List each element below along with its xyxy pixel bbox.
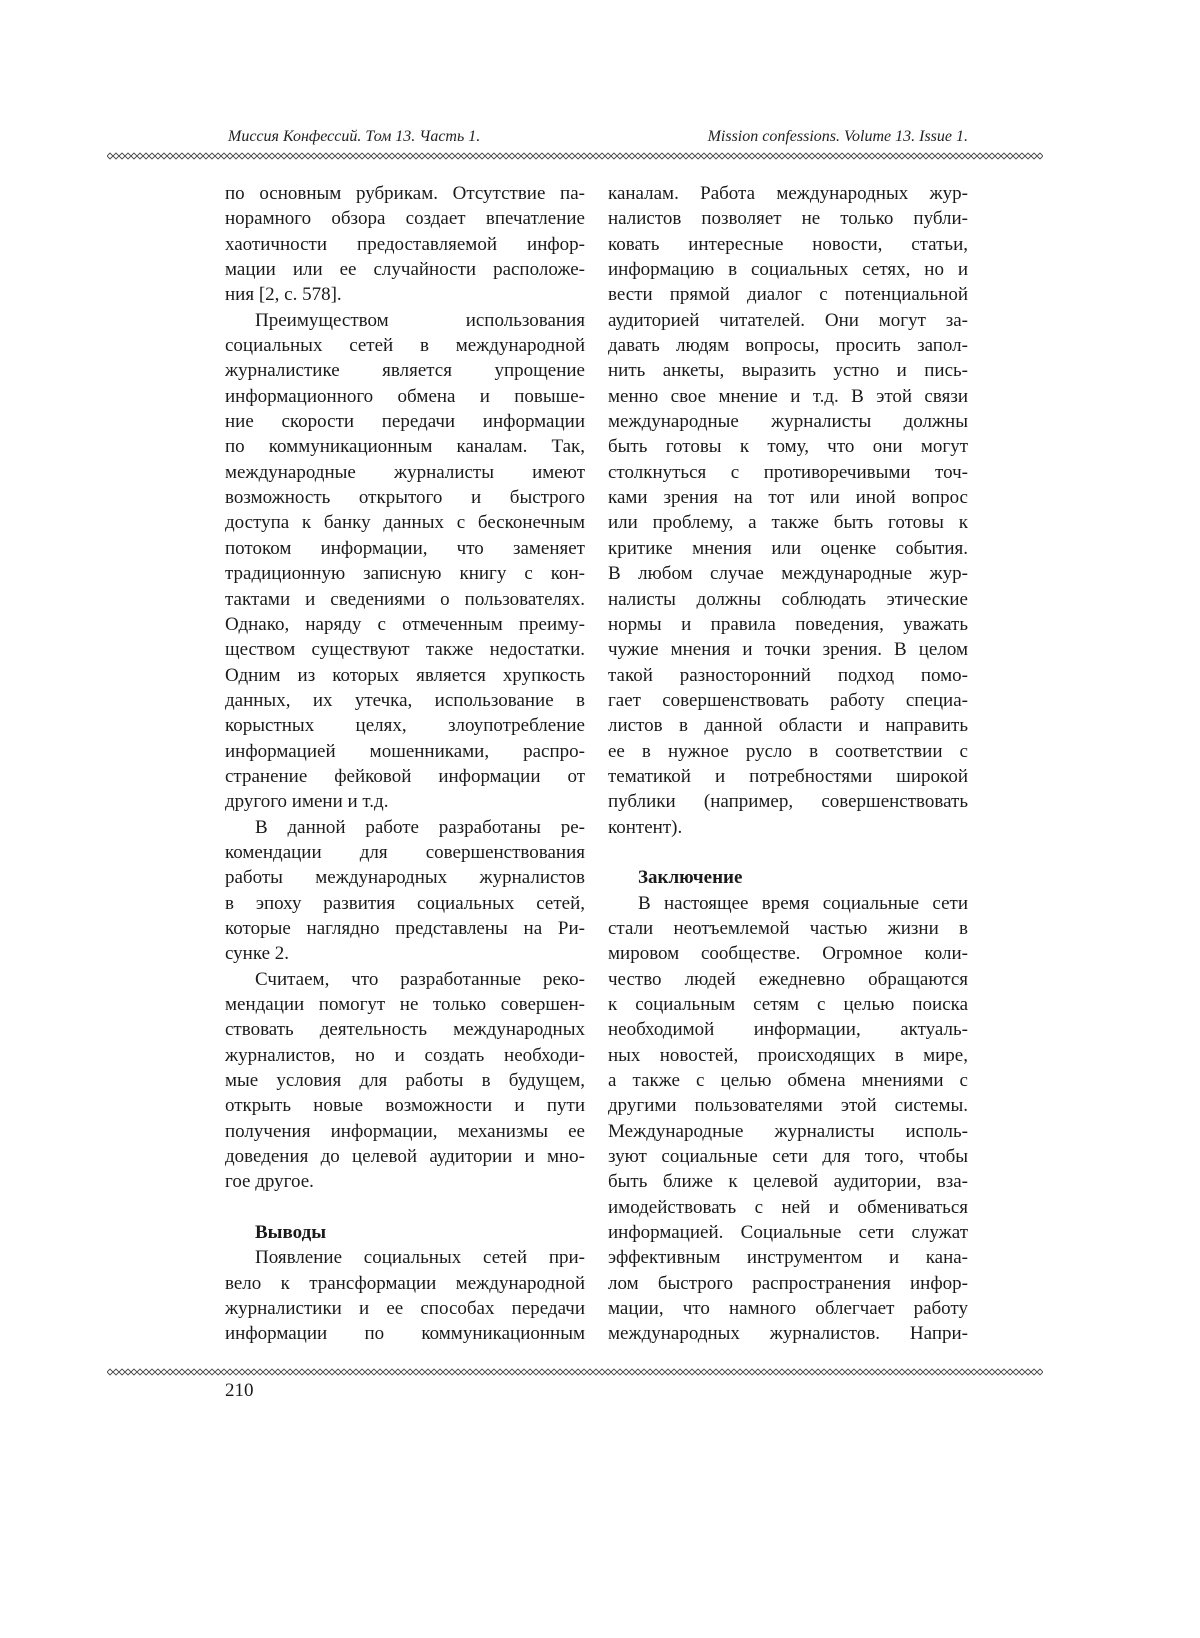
text-line: работы международных журналистов — [225, 865, 585, 890]
text-line: ных новостей, происходящих в мире, — [608, 1043, 968, 1068]
text-line: листов в данной области и направить — [608, 713, 968, 738]
text-line: Появление социальных сетей при- — [225, 1245, 585, 1270]
running-header-left: Миссия Конфессий. Том 13. Часть 1. — [228, 128, 480, 146]
text-line: традиционную записную книгу с кон- — [225, 561, 585, 586]
ornament-divider-bottom — [107, 1368, 1043, 1376]
paragraph — [225, 967, 585, 1195]
text-line: международных журналистов. Напри- — [608, 1321, 968, 1346]
text-line: В любом случае международные жур- — [608, 561, 968, 586]
text-line: ществом существуют также недостатки. — [225, 637, 585, 662]
text-line: получения информации, механизмы ее — [225, 1119, 585, 1144]
text-line: такой разносторонний подход помо- — [608, 663, 968, 688]
text-line: норамного обзора создает впечатление — [225, 206, 585, 231]
text-line: которые наглядно представлены на Ри- — [225, 916, 585, 941]
text-line: по основным рубрикам. Отсутствие па- — [225, 181, 585, 206]
text-line: информацию в социальных сетях, но и — [608, 257, 968, 282]
text-line: информации по коммуникационным — [225, 1321, 585, 1346]
text-line: гает совершенствовать работу специа- — [608, 688, 968, 713]
text-line: информацией мошенниками, распро- — [225, 739, 585, 764]
text-line: аудиторией читателей. Они могут за- — [608, 308, 968, 333]
text-line: тактами и сведениями о пользователях. — [225, 587, 585, 612]
text-line: вело к трансформации международной — [225, 1271, 585, 1296]
page-number: 210 — [225, 1380, 254, 1402]
text-line: а также с целью обмена мнениями с — [608, 1068, 968, 1093]
text-line: Одним из которых является хрупкость — [225, 663, 585, 688]
running-header-right: Mission confessions. Volume 13. Issue 1. — [708, 128, 968, 146]
text-line: Однако, наряду с отмеченным преиму- — [225, 612, 585, 637]
text-line: к социальным сетям с целью поиска — [608, 992, 968, 1017]
text-line: эффективным инструментом и кана- — [608, 1245, 968, 1270]
text-line: международные журналисты должны — [608, 409, 968, 434]
text-line: налистов позволяет не только публи- — [608, 206, 968, 231]
text-line: ния [2, с. 578]. — [225, 282, 585, 307]
text-line: социальных сетей в международной — [225, 333, 585, 358]
section-heading: Выводы — [225, 1220, 585, 1245]
text-line: налисты должны соблюдать этические — [608, 587, 968, 612]
text-line: нить анкеты, выразить устно и пись- — [608, 358, 968, 383]
paragraph — [608, 181, 968, 840]
text-line: сунке 2. — [225, 941, 585, 966]
text-line: журналистике является упрощение — [225, 358, 585, 383]
text-line: журналистов, но и создать необходи- — [225, 1043, 585, 1068]
text-line: международные журналисты имеют — [225, 460, 585, 485]
text-line: мации или ее случайности расположе- — [225, 257, 585, 282]
text-line: ками зрения на тот или иной вопрос — [608, 485, 968, 510]
text-line: имодействовать с ней и обмениваться — [608, 1195, 968, 1220]
text-line: столкнуться с противоречивыми точ- — [608, 460, 968, 485]
text-line: публики (например, совершенствовать — [608, 789, 968, 814]
text-line: гое другое. — [225, 1169, 585, 1194]
text-line: или проблему, а также быть готовы к — [608, 510, 968, 535]
paragraph — [225, 181, 585, 308]
text-line: менно свое мнение и т.д. В этой связи — [608, 384, 968, 409]
text-line: лом быстрого распространения инфор- — [608, 1271, 968, 1296]
text-line: вести прямой диалог с потенциальной — [608, 282, 968, 307]
text-line: Считаем, что разработанные реко- — [225, 967, 585, 992]
text-line: хаотичности предоставляемой инфор- — [225, 232, 585, 257]
text-line: информацией. Социальные сети служат — [608, 1220, 968, 1245]
text-column-left — [225, 181, 585, 1347]
text-line: возможность открытого и быстрого — [225, 485, 585, 510]
text-line: доведения до целевой аудитории и мно- — [225, 1144, 585, 1169]
text-line: В настоящее время социальные сети — [608, 891, 968, 916]
text-line: Преимуществом использования — [225, 308, 585, 333]
text-line: критике мнения или оценке события. — [608, 536, 968, 561]
text-line: Международные журналисты исполь- — [608, 1119, 968, 1144]
text-line: контент). — [608, 815, 968, 840]
text-line: ее в нужное русло в соответствии с — [608, 739, 968, 764]
text-line: тематикой и потребностями широкой — [608, 764, 968, 789]
text-line: быть ближе к целевой аудитории, вза- — [608, 1169, 968, 1194]
text-line: странение фейковой информации от — [225, 764, 585, 789]
text-line: ковать интересные новости, статьи, — [608, 232, 968, 257]
text-line: нормы и правила поведения, уважать — [608, 612, 968, 637]
blank-line — [608, 840, 968, 865]
text-line: потоком информации, что заменяет — [225, 536, 585, 561]
text-line: журналистики и ее способах передачи — [225, 1296, 585, 1321]
paragraph — [225, 815, 585, 967]
text-line: в эпоху развития социальных сетей, — [225, 891, 585, 916]
text-line: мировом сообществе. Огромное коли- — [608, 941, 968, 966]
ornament-divider-top — [107, 152, 1043, 160]
text-line: открыть новые возможности и пути — [225, 1093, 585, 1118]
text-line: комендации для совершенствования — [225, 840, 585, 865]
text-line: по коммуникационным каналам. Так, — [225, 434, 585, 459]
text-line: другого имени и т.д. — [225, 789, 585, 814]
text-line: стали неотъемлемой частью жизни в — [608, 916, 968, 941]
text-line: каналам. Работа международных жур- — [608, 181, 968, 206]
text-line: быть готовы к тому, что они могут — [608, 434, 968, 459]
text-line: мые условия для работы в будущем, — [225, 1068, 585, 1093]
paragraph — [608, 891, 968, 1347]
text-line: мации, что намного облегчает работу — [608, 1296, 968, 1321]
text-line: зуют социальные сети для того, чтобы — [608, 1144, 968, 1169]
text-line: чество людей ежедневно обращаются — [608, 967, 968, 992]
text-column-right — [608, 181, 968, 1347]
text-line: информационного обмена и повыше- — [225, 384, 585, 409]
text-line: данных, их утечка, использование в — [225, 688, 585, 713]
text-line: давать людям вопросы, просить запол- — [608, 333, 968, 358]
text-line: доступа к банку данных с бесконечным — [225, 510, 585, 535]
text-line: ние скорости передачи информации — [225, 409, 585, 434]
text-line: В данной работе разработаны ре- — [225, 815, 585, 840]
text-line: ствовать деятельность международных — [225, 1017, 585, 1042]
blank-line — [225, 1195, 585, 1220]
section-heading: Заключение — [608, 865, 968, 890]
text-line: чужие мнения и точки зрения. В целом — [608, 637, 968, 662]
text-line: другими пользователями этой системы. — [608, 1093, 968, 1118]
text-line: корыстных целях, злоупотребление — [225, 713, 585, 738]
paragraph — [225, 1245, 585, 1346]
text-line: необходимой информации, актуаль- — [608, 1017, 968, 1042]
paragraph — [225, 308, 585, 815]
text-line: мендации помогут не только совершен- — [225, 992, 585, 1017]
